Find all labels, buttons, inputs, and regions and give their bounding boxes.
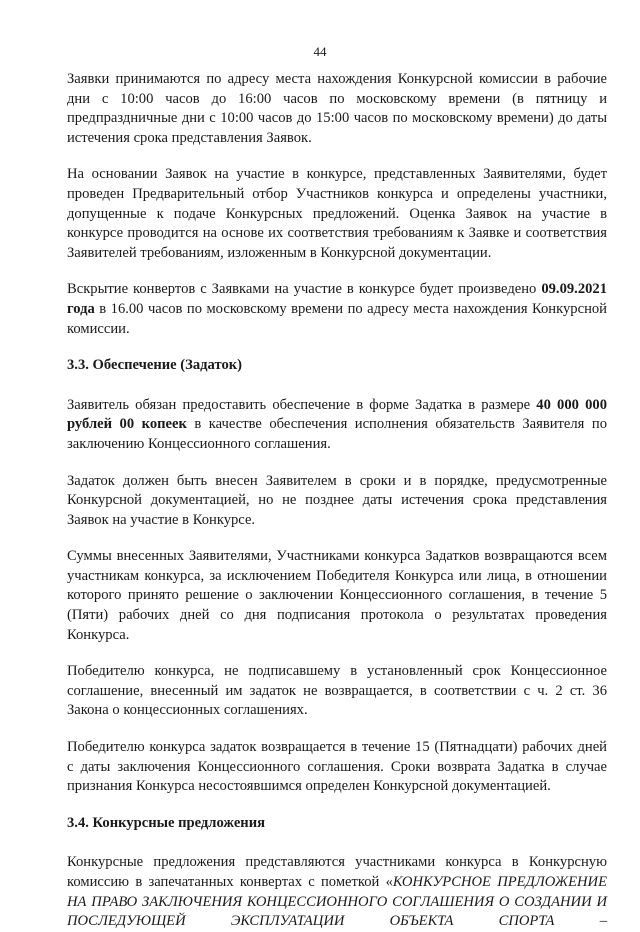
proposals-text: Конкурсные предложения представляются участниками конкурса в Конкурсную комиссию в запечатанных конвертах с пометкой « — [67, 854, 607, 890]
paragraph-deposit-return: Суммы внесенных Заявителями, Участниками конкурса Задатков возвращаются всем участникам конкурса, за исключением Победителя Конкурса или лица, в отношении которого принято решение о заключении Концессионного соглашения, в течение 5 (Пяти) рабочих дней со дня подписания протокола о результатах проведения Конкурса. — [67, 548, 607, 643]
proposals-marking: КОНКУРСНОЕ ПРЕДЛОЖЕНИЕ НА ПРАВО ЗАКЛЮЧЕНИЯ КОНЦЕССИОННОГО СОГЛАШЕНИЯ О СОЗДАНИИ И ПОСЛЕДУЮЩЕЙ ЭКСПЛУАТАЦИИ ОБЪЕКТА СПОРТА – — [67, 874, 607, 930]
document-body — [67, 70, 607, 932]
paragraph-deposit-amount — [67, 396, 607, 455]
envelope-opening-text-rest: в 16.00 часов по московскому времени по адресу места нахождения Конкурсной комиссии. — [67, 300, 607, 337]
section-heading-proposals: 3.4. Конкурсные предложения — [67, 814, 266, 831]
paragraph-deposit-winner-return: Победителю конкурса задаток возвращается в течение 15 (Пятнадцати) рабочих дней с даты заключения Концессионного соглашения. Сроки возврата Задатка в случае признания Конкурса несостоявшимся определен Конкурсной документацией. — [67, 739, 607, 795]
envelope-opening-text: Вскрытие конвертов с Заявками на участие в конкурсе будет произведено — [67, 281, 542, 298]
envelope-opening-date: 09.09.2021 года — [67, 281, 607, 317]
paragraph-deposit-forfeit: Победителю конкурса, не подписавшему в установленный срок Концессионное соглашение, внесенный им задаток не возвращается, в соответствии с ч. 2 ст. 36 Закона о концессионных соглашениях. — [67, 663, 607, 719]
paragraph-proposals — [67, 853, 607, 931]
page-number: 44 — [313, 44, 327, 59]
paragraph-application-hours: Заявки принимаются по адресу места нахождения Конкурсной комиссии в рабочие дни с 10:00 часов до 16:00 часов по московскому времени (в пятницу и предпраздничные дни с 10:00 часов до 15:00 часов по московскому времени) до даты истечения срока представления Заявок. — [67, 71, 607, 146]
deposit-amount-text-rest: в качестве обеспечения исполнения обязательств Заявителя по заключению Концессионного соглашения. — [67, 416, 607, 452]
deposit-amount-text: Заявитель обязан предоставить обеспечение в форме Задатка в размере — [67, 396, 537, 413]
section-heading-deposit: 3.3. Обеспечение (Задаток) — [67, 357, 243, 374]
paragraph-preliminary-selection: На основании Заявок на участие в конкурсе, представленных Заявителями, будет проведен Предварительный отбор Участников конкурса и определены участники, допущенные к подаче Конкурсных предложений. Оценка Заявок на участие в конкурсе проводится на основе их соответствия требованиям к Заявке и соответствия Заявителей требованиям, изложенным в Конкурсной документации. — [67, 166, 607, 261]
paragraph-envelope-opening — [67, 280, 607, 339]
deposit-amount-value: 40 000 000 рублей 00 копеек — [67, 396, 608, 433]
paragraph-deposit-deadline: Задаток должен быть внесен Заявителем в сроки и в порядке, предусмотренные Конкурсной документацией, но не позднее даты истечения срока представления Заявок на участие в Конкурсе. — [67, 472, 607, 528]
